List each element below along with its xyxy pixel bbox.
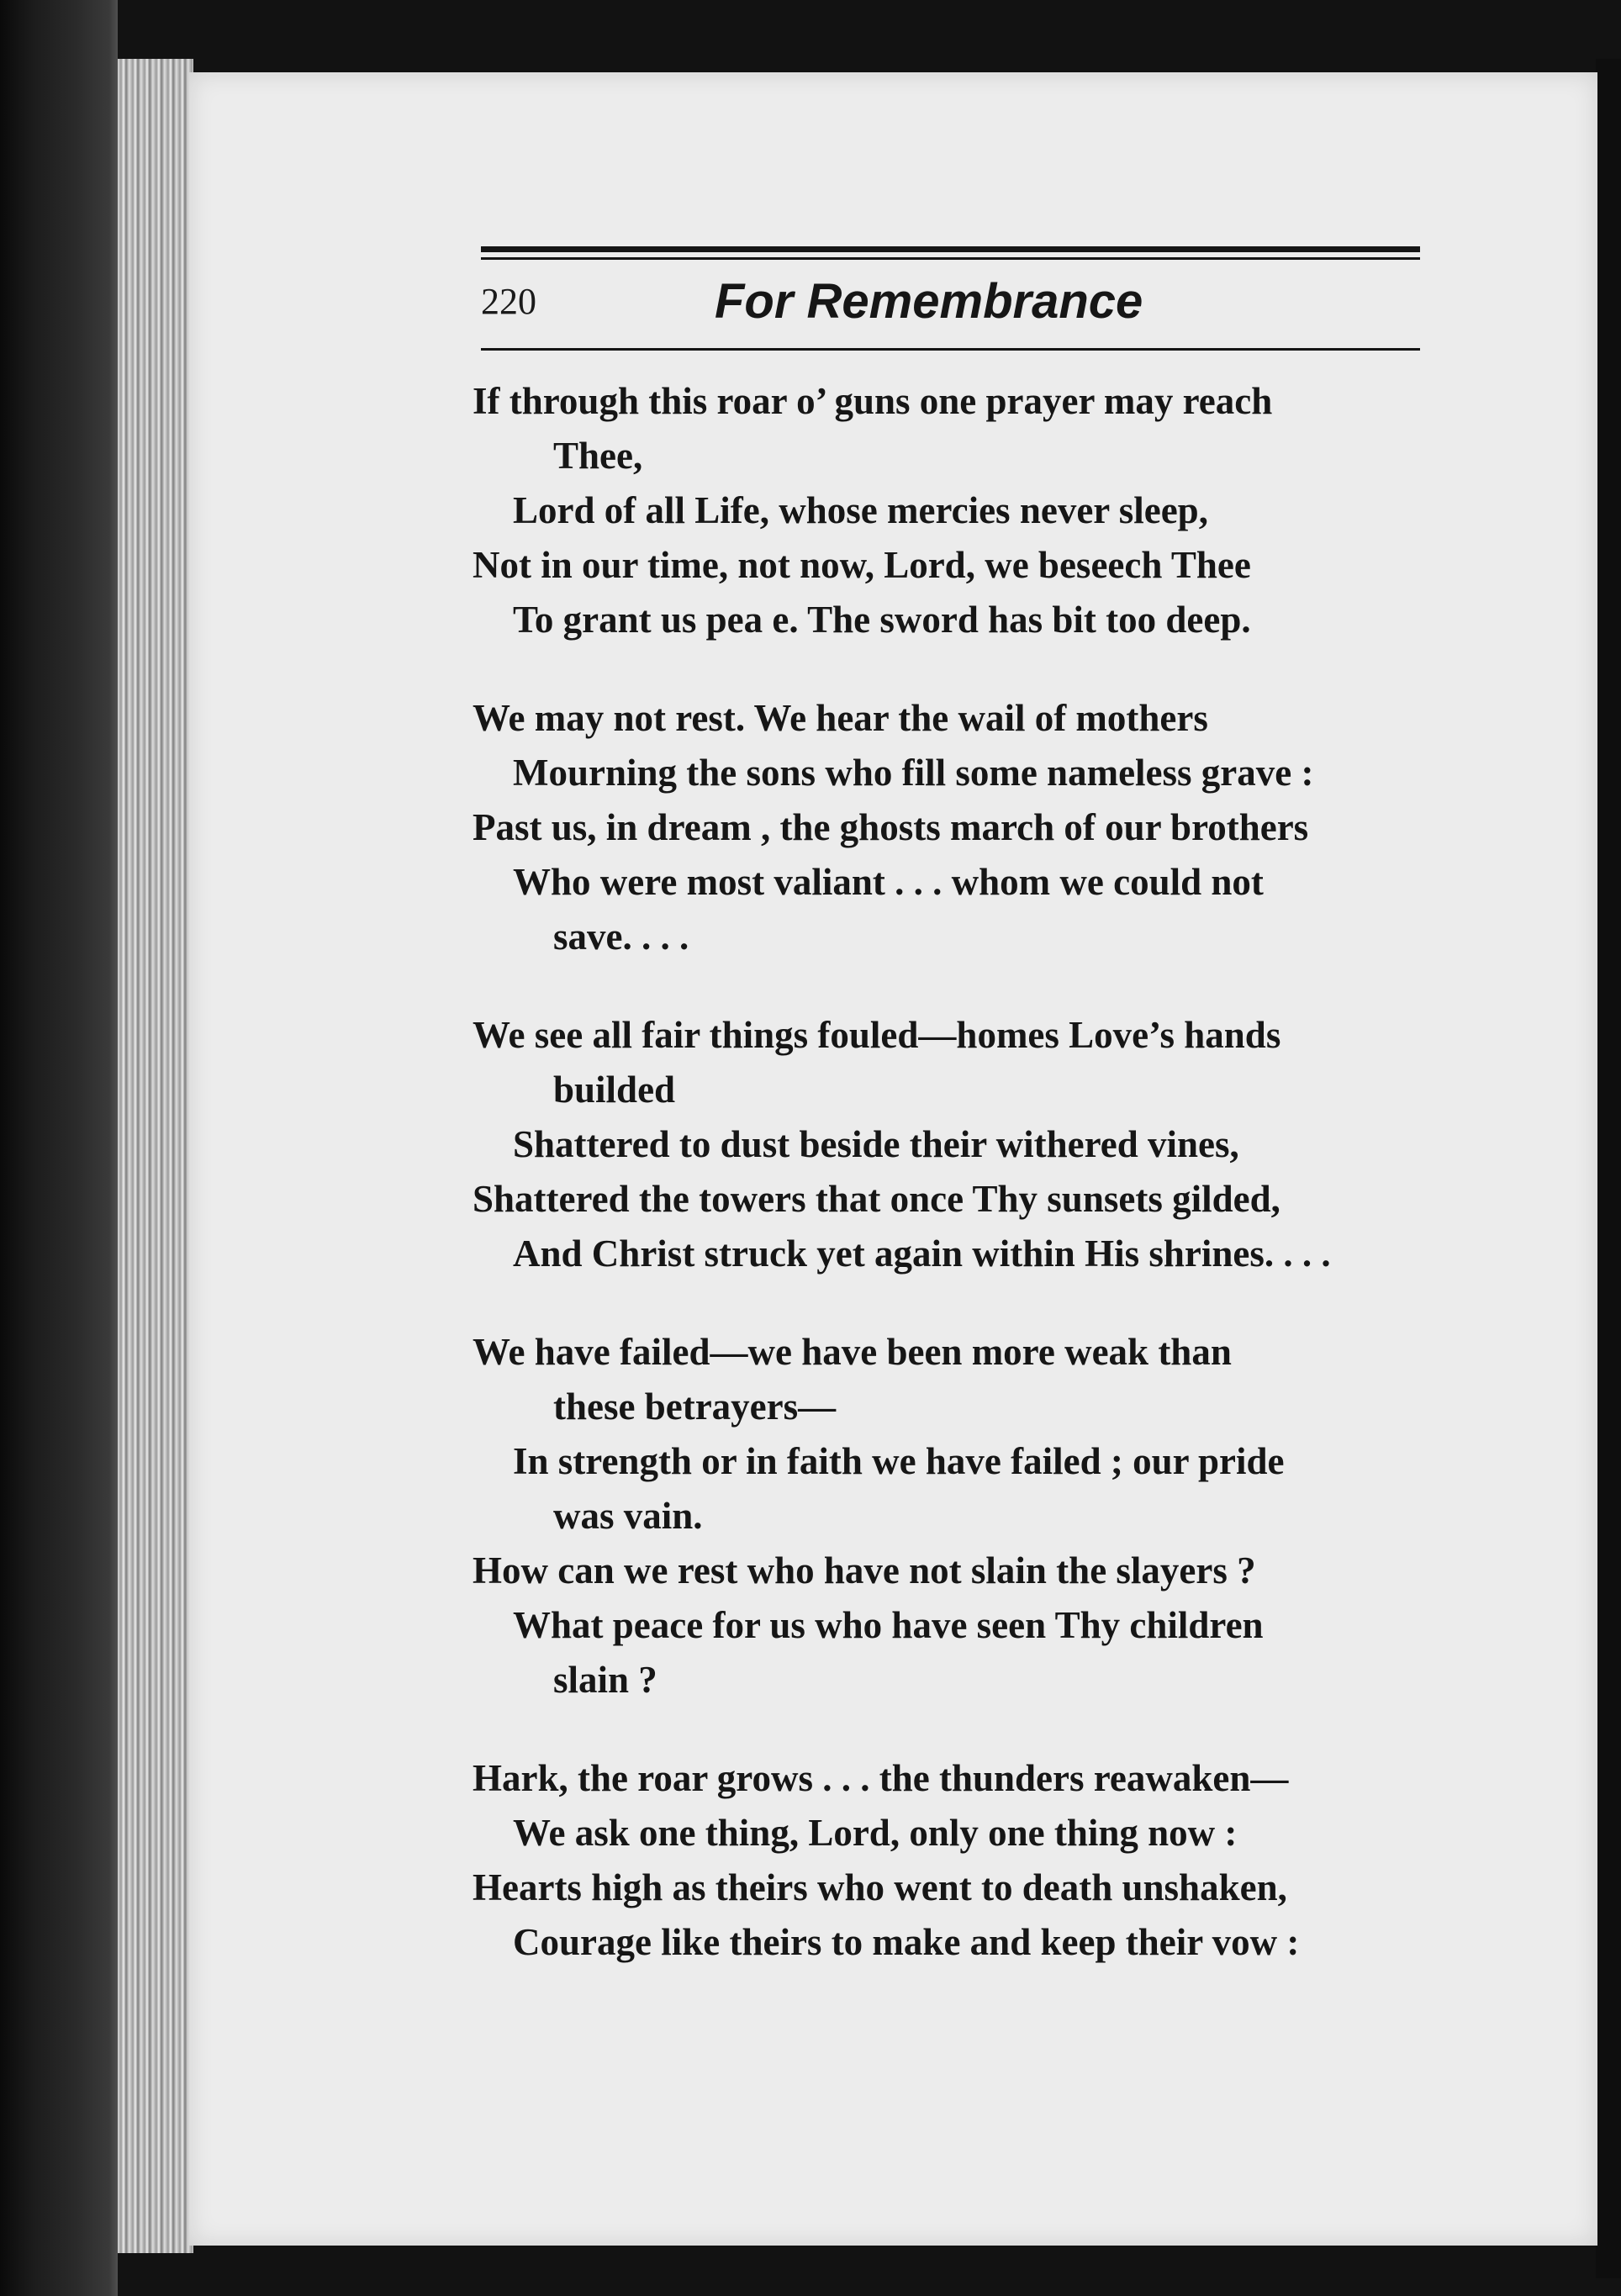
stanza <box>473 1751 1431 1970</box>
poem-line: Courage like theirs to make and keep their vow : <box>513 1921 1300 1963</box>
stanza <box>473 1008 1431 1281</box>
poem-line: Shattered to dust beside their withered vines, <box>513 1123 1239 1165</box>
poem-line: Lord of all Life, whose mercies never sleep, <box>513 489 1208 531</box>
poem-line: Shattered the towers that once Thy sunsets gilded, <box>473 1178 1280 1220</box>
poem-line: We see all fair things fouled—homes Love’s hands <box>473 1014 1281 1056</box>
stanza <box>473 1325 1431 1707</box>
poem-line: In strength or in faith we have failed ; our pride <box>513 1440 1285 1482</box>
poem-line: Hark, the roar grows . . . the thunders reawaken— <box>473 1757 1289 1799</box>
page-shadow <box>1596 59 1621 2278</box>
poem-line: slain ? <box>553 1659 657 1701</box>
header-rule-bottom <box>481 348 1420 351</box>
poem-line: Not in our time, not now, Lord, we beseech Thee <box>473 544 1251 586</box>
poem-line: How can we rest who have not slain the slayers ? <box>473 1549 1256 1591</box>
running-title: For Remembrance <box>715 274 1143 329</box>
poem-line: What peace for us who have seen Thy children <box>513 1604 1264 1646</box>
poem-body <box>473 374 1431 2014</box>
book-binding <box>0 0 118 2296</box>
poem-line: these betrayers— <box>553 1386 837 1428</box>
poem-line: If through this roar o’ guns one prayer may reach <box>473 380 1273 422</box>
poem-line: Past us, in dream , the ghosts march of our brothers <box>473 806 1309 848</box>
page-edges <box>118 59 193 2253</box>
poem-line: Thee, <box>553 435 643 477</box>
poem-line: We have failed—we have been more weak than <box>473 1331 1232 1373</box>
poem-line: save. . . . <box>553 916 689 958</box>
poem-line: Who were most valiant . . . whom we could not <box>513 861 1264 903</box>
header-rule-thin <box>481 257 1420 260</box>
poem-line: was vain. <box>553 1495 703 1537</box>
poem-line: We ask one thing, Lord, only one thing now : <box>513 1812 1238 1854</box>
stanza <box>473 691 1431 964</box>
poem-line: builded <box>553 1069 676 1111</box>
stanza <box>473 374 1431 647</box>
page-number: 220 <box>481 281 536 322</box>
poem-line: We may not rest. We hear the wail of mothers <box>473 697 1208 739</box>
poem-line: Hearts high as theirs who went to death unshaken, <box>473 1866 1287 1908</box>
poem-line: And Christ struck yet again within His shrines. . . . <box>513 1232 1331 1275</box>
header-rule-thick <box>481 246 1420 252</box>
poem-line: Mourning the sons who fill some nameless grave : <box>513 752 1314 794</box>
poem-line: To grant us pea e. The sword has bit too deep. <box>513 599 1251 641</box>
page-header <box>481 273 1420 340</box>
